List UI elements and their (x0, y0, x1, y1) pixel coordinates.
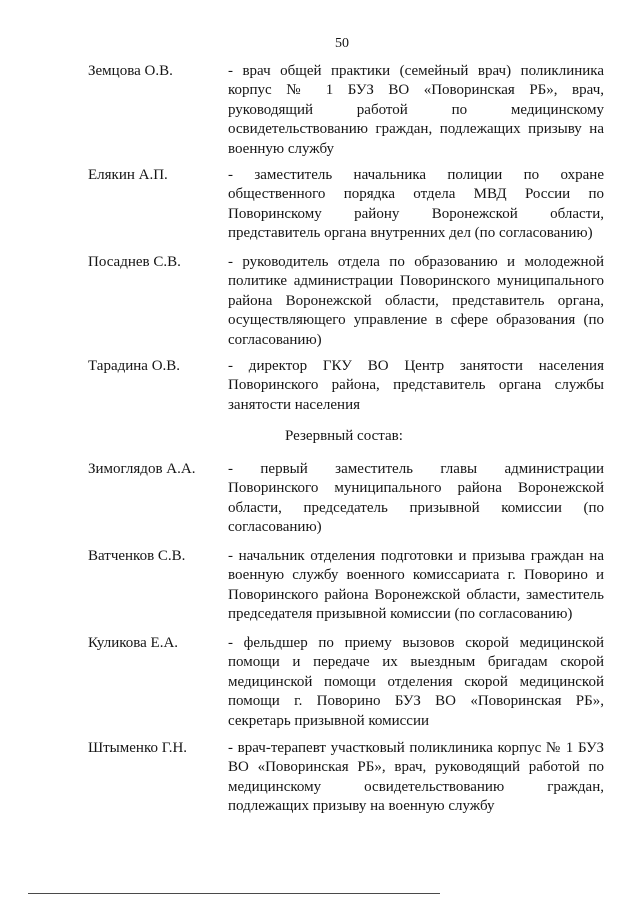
description-line: осуществляющего управление в сфере образования (по (228, 312, 604, 329)
description-line: ВО «Поворинская РБ», врач, руководящий работой по (228, 759, 604, 776)
description-line: помощи г. Поворино БУЗ ВО «Поворинская РБ», (228, 693, 604, 710)
description-line: руководящий работой по медицинскому (228, 101, 604, 118)
member-name: Посаднев С.В. (88, 254, 181, 270)
description-line: согласованию) (228, 519, 322, 536)
description-line: военную службу военного комиссариата г. Поворино и (228, 567, 604, 584)
member-name: Земцова О.В. (88, 63, 173, 79)
description-line: согласованию) (228, 331, 322, 348)
description-line: - первый заместитель главы администрации (228, 461, 604, 477)
description-line: - начальник отделения подготовки и призыва граждан на (228, 548, 604, 564)
description-line: представитель органа внутренних дел (по согласованию) (228, 225, 593, 242)
description-line: помощи и передаче их выездным бригадам скорой (228, 654, 604, 671)
member-name: Куликова Е.А. (88, 635, 179, 651)
description-line: медицинскому освидетельствованию граждан, (228, 778, 604, 795)
member-description (228, 62, 604, 159)
description-line: Поворинскому району Воронежской области, (228, 205, 604, 222)
description-line: освидетельствованию граждан, подлежащих призыву на (228, 121, 604, 138)
member-description (228, 357, 604, 415)
description-line: - заместитель начальника полиции по охране (228, 167, 604, 183)
description-line: председателя призывной комиссии (по согласованию) (228, 606, 573, 623)
description-line: политике администрации Поворинского муниципального (228, 273, 604, 290)
description-line: военную службу (228, 140, 335, 157)
member-description (228, 547, 604, 625)
description-line: занятости населения (228, 396, 361, 413)
description-line: - директор ГКУ ВО Центр занятости населения (228, 358, 604, 374)
member-name: Елякин А.П. (88, 167, 168, 183)
description-line: области, председатель призывной комиссии (по (228, 499, 604, 516)
member-name: Ватченков С.В. (88, 548, 186, 564)
description-line: района Воронежской области, представитель органа, (228, 292, 604, 309)
description-line: - руководитель отдела по образованию и молодежной (228, 254, 604, 270)
member-description (228, 253, 604, 350)
member-name: Зимоглядов А.А. (88, 461, 196, 477)
description-line: медицинской помощи отделения скорой медицинской (228, 673, 604, 690)
description-line: Поворинского района, представитель органа службы (228, 377, 604, 394)
member-name: Тарадина О.В. (88, 358, 181, 374)
member-description (228, 460, 604, 538)
description-line: Поворинского муниципального района Воронежской (228, 480, 604, 497)
page-bottom-rule (28, 893, 440, 894)
description-line: общественного порядка отдела МВД России по (228, 186, 604, 203)
page-number: 50 (335, 36, 349, 51)
description-line: - фельдшер по приему вызовов скорой медицинской (228, 635, 604, 651)
description-line: подлежащих призыву на военную службу (228, 798, 495, 815)
member-name: Штыменко Г.Н. (88, 740, 188, 756)
member-description (228, 166, 604, 244)
description-line: секретарь призывной комиссии (228, 712, 430, 729)
description-line: - врач-терапевт участковый поликлиника корпус № 1 БУЗ (228, 740, 604, 756)
member-description (228, 634, 604, 731)
member-description (228, 739, 604, 817)
description-line: - врач общей практики (семейный врач) поликлиника (228, 63, 604, 79)
reserve-heading: Резервный состав: (285, 428, 403, 444)
description-line: корпус № 1 БУЗ ВО «Поворинская РБ», врач, (228, 82, 604, 99)
description-line: Поворинского района Воронежской области, заместитель (228, 586, 604, 603)
